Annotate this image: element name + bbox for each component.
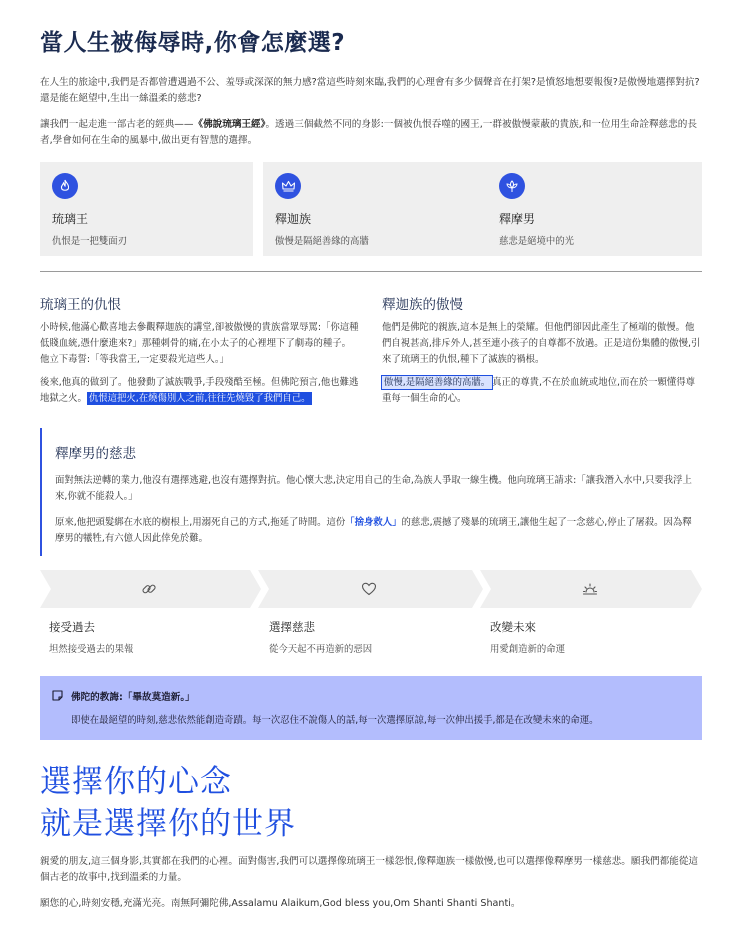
step-change-future — [480, 570, 702, 608]
card-subtitle: 傲慢是隔絕善緣的高牆 — [275, 236, 369, 247]
sunrise-icon — [582, 581, 598, 597]
closing-paragraph-2: 願您的心,時刻安穩,充滿光亮。南無阿彌陀佛,Assalamu Alaikum,God bless you,Om Shanti Shanti Shanti。 — [40, 898, 521, 909]
card-subtitle: 慈悲是絕境中的光 — [499, 236, 575, 247]
intro-paragraph-1: 在人生的旅途中,我們是否都曾遭遇過不公、羞辱或深深的無力感?當這些時刻來臨,我們的心理會有多少個聲音在打架?是憤怒地想要報復?是傲慢地選擇對抗?還是能在絕望中,生出一絲溫柔的慈悲? — [40, 77, 700, 104]
section-title-hatred: 琉璃王的仇恨 — [40, 297, 121, 313]
lotus-icon — [505, 179, 519, 193]
page-title: 當人生被侮辱時,你會怎麼選? — [40, 30, 346, 56]
card-title: 釋迦族 — [275, 212, 312, 226]
crown-icon — [281, 179, 296, 193]
section-title-compassion: 釋摩男的慈悲 — [55, 446, 136, 462]
note-icon — [52, 690, 63, 701]
step-title: 選擇慈悲 — [269, 620, 315, 634]
card-title: 釋摩男 — [499, 212, 536, 226]
section-divider — [40, 271, 702, 272]
lotus-icon-badge — [499, 173, 525, 199]
flame-icon — [58, 179, 72, 193]
step-subtitle: 坦然接受過去的果報 — [49, 644, 134, 655]
hatred-paragraph-1: 小時候,他滿心歡喜地去參觀釋迦族的講堂,卻被傲慢的貴族當眾辱罵:「你這種低賤血統,憑什麼進來?」那種刺骨的痛,在小太子的心裡埋下了劇毒的種子。他立下毒誓:「等我當王,一定要殺光這些人。」 — [40, 322, 359, 365]
card-liuli-king — [40, 162, 253, 256]
teaching-body: 即使在最絕望的時刻,慈悲依然能創造奇蹟。每一次忍住不說傷人的話,每一次選擇原諒,每一次伸出援手,都是在改變未來的命運。 — [71, 715, 599, 726]
closing-paragraph-1: 親愛的朋友,這三個身影,其實都在我們的心裡。面對傷害,我們可以選擇像琉璃王一樣怨恨,像釋迦族一樣傲慢,也可以選擇像釋摩男一樣慈悲。願我們都能從這個古老的故事中,找到溫柔的力量。 — [40, 856, 699, 883]
heart-icon — [361, 581, 377, 597]
teaching-callout — [40, 676, 702, 740]
step-title: 接受過去 — [49, 620, 95, 634]
compassion-paragraph-2: 原來,他把頭髮綁在水底的樹根上,用溺死自己的方式,拖延了時間。這份「捨身救人」的慈悲,震撼了殘暴的琉璃王,讓他生起了一念慈心,停止了屠殺。因為釋摩男的犧牲,有六億人因此倖免於難。 — [55, 517, 692, 544]
teaching-title: 佛陀的教誨:「畢故莫造新。」 — [71, 692, 195, 703]
card-title: 琉璃王 — [52, 212, 89, 226]
card-shakya-clan — [263, 162, 487, 256]
step-subtitle: 用愛創造新的命運 — [490, 644, 566, 655]
card-mahanama — [487, 162, 702, 256]
crown-icon-badge — [275, 173, 301, 199]
link-icon — [141, 581, 157, 597]
intro-paragraph-2: 讓我們一起走進一部古老的經典——《佛說琉璃王經》。透過三個截然不同的身影:一個被仇恨吞噬的國王,一群被傲慢蒙蔽的貴族,和一位用生命詮釋慈悲的長者,學會如何在生命的風暴中,做出更有智慧的選擇。 — [40, 119, 697, 146]
step-accept-past — [40, 570, 261, 608]
step-title: 改變未來 — [490, 620, 536, 634]
highlight-text: 仇恨這把火,在燒傷別人之前,往往先燒毀了我們自己。 — [88, 393, 311, 404]
step-choose-compassion — [258, 570, 483, 608]
section-title-arrogance: 釋迦族的傲慢 — [382, 297, 463, 313]
compassion-paragraph-1: 面對無法逆轉的業力,他沒有選擇逃避,也沒有選擇對抗。他心懷大悲,決定用自己的生命,為族人爭取一線生機。他向琉璃王請求:「讓我潛入水中,只要我浮上來,你就不能殺人。」 — [55, 475, 692, 502]
card-subtitle: 仇恨是一把雙面刃 — [52, 236, 128, 247]
highlight-text: 傲慢,是隔絕善緣的高牆。 — [384, 377, 491, 388]
headline-line-1: 選擇你的心念 — [40, 764, 232, 800]
hatred-paragraph-2: 後來,他真的做到了。他發動了滅族戰爭,手段殘酷至極。但佛陀預言,他也難逃地獄之火。 仇恨這把火,在燒傷別人之前,往往先燒毀了我們自己。 — [40, 377, 359, 404]
flame-icon-badge — [52, 173, 78, 199]
step-subtitle: 從今天起不再造新的惡因 — [269, 644, 373, 655]
headline-line-2: 就是選擇你的世界 — [40, 806, 296, 842]
arrogance-paragraph-1: 他們是佛陀的親族,這本是無上的榮耀。但他們卻因此產生了極端的傲慢。他們自視甚高,排斥外人,甚至連小孩子的自尊都不放過。正是這份集體的傲慢,引來了琉璃王的仇恨,種下了滅族的禍根。 — [382, 322, 701, 365]
compassion-section — [40, 428, 702, 556]
arrogance-paragraph-2: 傲慢,是隔絕善緣的高牆。 真正的尊貴,不在於血統或地位,而在於一顆懂得尊重每一個生命的心。 — [382, 377, 695, 404]
